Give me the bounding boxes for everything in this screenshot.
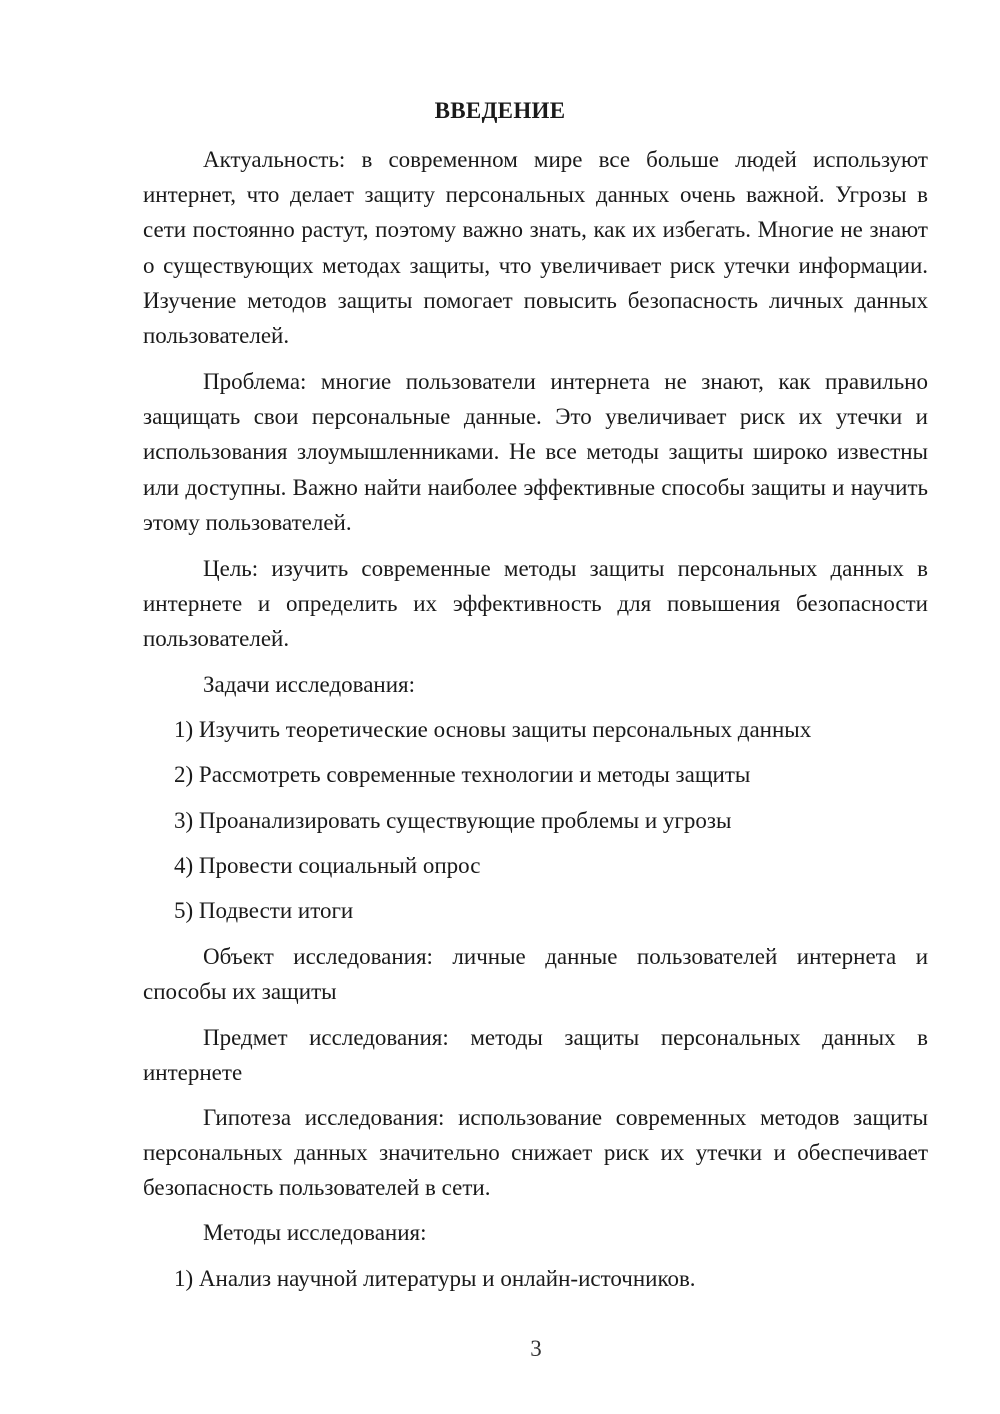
paragraph-object: Объект исследования: личные данные пользователей интернета и способы их защиты: [143, 944, 928, 1005]
task-item: 1) Изучить теоретические основы защиты персональных данных: [174, 717, 812, 742]
tasks-heading: Задачи исследования:: [203, 672, 416, 697]
task-item: 4) Провести социальный опрос: [174, 853, 481, 878]
paragraph-relevance: Актуальность: в современном мире все больше людей используют интернет, что делает защиту персональных данных очень важной. Угрозы в сети постоянно растут, поэтому важно знать, как их избегать. Многие не знают о существующих методах защиты, что увеличивает риск утечки информации. Изучение методов защиты помогает повысить безопасность личных данных пользователей.: [143, 147, 928, 349]
page-number: 3: [530, 1336, 542, 1361]
paragraph-hypothesis: Гипотеза исследования: использование современных методов защиты персональных данных значительно снижает риск их утечки и обеспечивает безопасность пользователей в сети.: [143, 1105, 928, 1201]
method-item: 1) Анализ научной литературы и онлайн-источников.: [174, 1266, 696, 1291]
paragraph-problem: Проблема: многие пользователи интернета не знают, как правильно защищать свои персональные данные. Это увеличивает риск их утечки и использования злоумышленниками. Не все методы защиты широко известны или доступны. Важно найти наиболее эффективные способы защиты и научить этому пользователей.: [143, 369, 928, 535]
paragraph-subject: Предмет исследования: методы защиты персональных данных в интернете: [143, 1025, 928, 1086]
task-item: 3) Проанализировать существующие проблемы и угрозы: [174, 808, 732, 833]
methods-heading: Методы исследования:: [203, 1220, 427, 1245]
task-item: 2) Рассмотреть современные технологии и методы защиты: [174, 762, 751, 787]
paragraph-goal: Цель: изучить современные методы защиты персональных данных в интернете и определить их эффективность для повышения безопасности пользователей.: [143, 556, 928, 652]
section-title: ВВЕДЕНИЕ: [434, 98, 566, 123]
task-item: 5) Подвести итоги: [174, 898, 354, 923]
